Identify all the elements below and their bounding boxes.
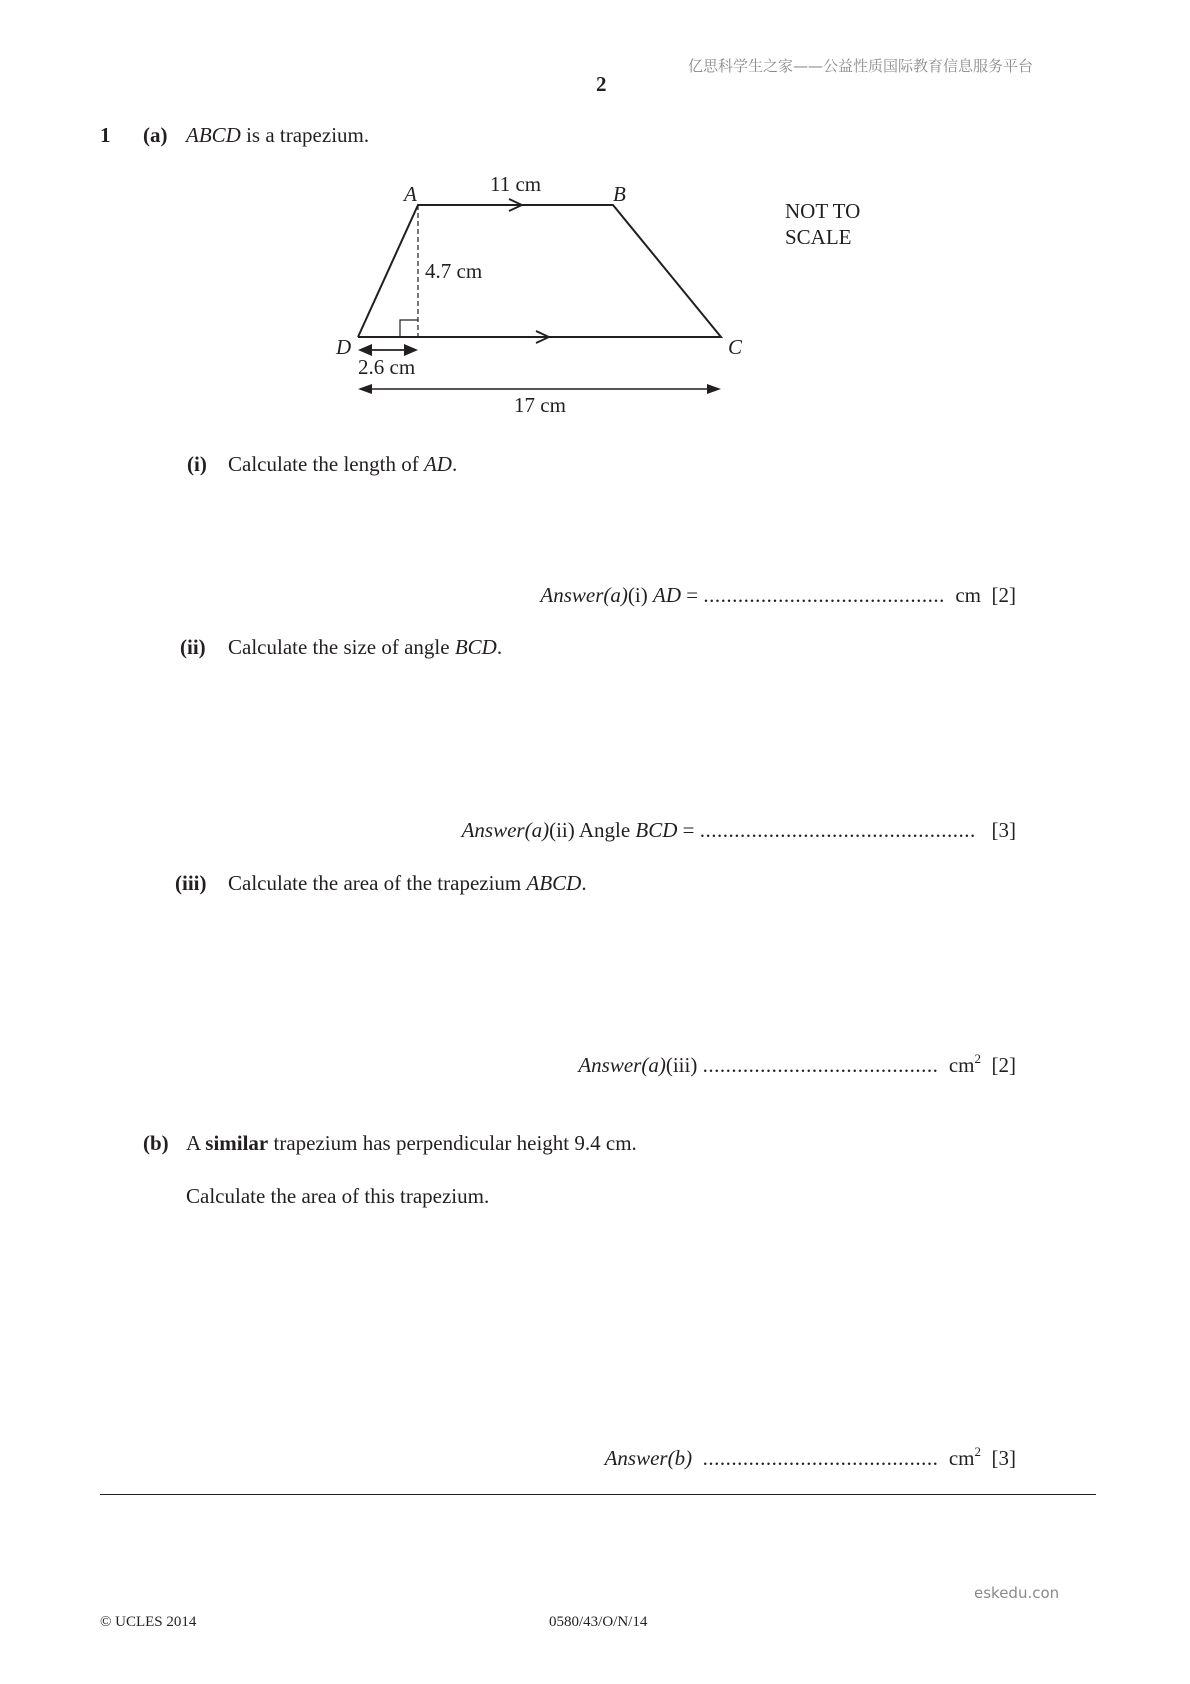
watermark-bottom: eskedu.con [974,1584,1060,1602]
sub-ii-label: (ii) [180,635,206,659]
trapezium-outline [358,205,721,337]
footer-code: 0580/43/O/N/14 [549,1614,648,1630]
not-to-scale-line2: SCALE [785,225,852,249]
sub-i-label: (i) [187,452,207,476]
sub-iii-label: (iii) [175,871,207,895]
answer-b: Answer(b) ......................................... $cm^2$ [3] [604,1444,1016,1470]
question-number: 1 [100,123,111,147]
answer-a-iii-dots[interactable]: ......................................... [702,1053,939,1077]
vertex-label-a: A [404,182,417,206]
answer-a-i-dots[interactable]: .......................................... [703,583,945,607]
watermark-top: 亿思科学生之家——公益性质国际教育信息服务平台 [688,57,1034,75]
offset-label: 2.6 cm [358,355,416,379]
sub-ii-text: Calculate the size of angle BCD. [228,635,503,659]
bottom-length-label: 17 cm [514,393,566,417]
part-b-text2: Calculate the area of this trapezium. [186,1184,490,1208]
answer-a-ii: Answer(a)(ii) Angle BCD = ................................................ [3] [461,818,1016,842]
not-to-scale-line1: NOT TO [785,199,861,223]
vertex-label-d: D [336,335,352,359]
bottom-arrowhead-left [358,384,372,394]
answer-b-dots[interactable]: ......................................... [702,1446,939,1470]
page-number: 2 [596,72,607,96]
answer-a-i: Answer(a)(i) AD = .......................................... cm [2] [540,583,1016,607]
height-label: 4.7 cm [425,259,483,283]
sub-i-text: Calculate the length of AD. [228,452,458,476]
part-a-label: (a) [143,123,168,147]
bottom-arrowhead-right [707,384,721,394]
vertex-label-c: C [728,335,743,359]
footer-rule [100,1494,1096,1495]
part-b-text: A similar trapezium has perpendicular height 9.4 cm. [186,1131,637,1155]
answer-a-iii: Answer(a)(iii) ......................................... $cm^2$ [2] [578,1051,1016,1077]
part-a-intro: ABCD is a trapezium. [186,123,370,147]
right-angle-marker [400,320,418,337]
answer-a-ii-dots[interactable]: ................................................ [699,818,976,842]
top-length-label: 11 cm [490,172,542,196]
vertex-label-b: B [613,182,626,206]
sub-iii-text: Calculate the area of the trapezium ABCD. [228,871,587,895]
footer-copyright: © UCLES 2014 [100,1614,197,1630]
part-b-label: (b) [143,1131,169,1155]
